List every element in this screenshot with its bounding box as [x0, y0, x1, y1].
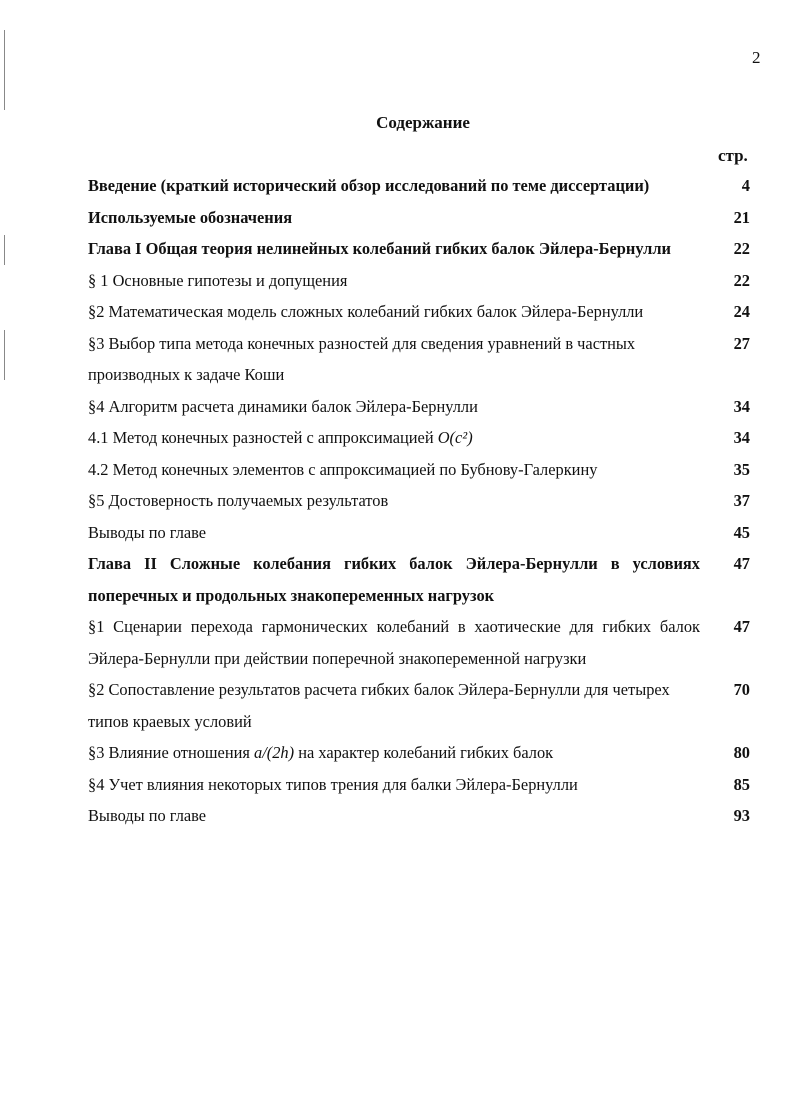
- toc-entry[interactable]: [88, 548, 750, 611]
- toc-entry[interactable]: [88, 674, 750, 737]
- toc-entry-title: §5 Достоверность получаемых результатов: [88, 491, 389, 510]
- toc-entry-page: 22: [733, 270, 750, 290]
- toc-entry[interactable]: [88, 517, 750, 549]
- toc-entry-text: §3 Влияние отношения: [88, 743, 250, 762]
- toc-entry-page: 80: [733, 743, 750, 762]
- page-column-header: стр.: [718, 146, 748, 165]
- formula: a/(2h): [254, 743, 295, 762]
- scan-edge-mark: [4, 235, 5, 265]
- toc-entry-page: 37: [733, 491, 750, 510]
- toc-entry[interactable]: [88, 769, 750, 801]
- toc-entry-page: 24: [733, 302, 750, 321]
- page-number: 2: [752, 48, 761, 67]
- toc-entry-title: §2 Сопоставление результатов расчета гибких балок Эйлера-Бернулли для четырех типов краевых условий: [88, 680, 670, 731]
- toc-entry[interactable]: [88, 202, 750, 234]
- toc-entry-page: 21: [733, 207, 750, 227]
- toc-entry[interactable]: [88, 454, 750, 486]
- toc-entry[interactable]: [88, 485, 750, 517]
- toc-entry-text: на характер колебаний гибких балок: [298, 743, 554, 762]
- toc-entry[interactable]: [88, 328, 750, 391]
- toc-entry-title: Введение (краткий исторический обзор исследований по теме диссертации): [88, 176, 650, 195]
- toc-entry-page: 47: [733, 554, 750, 573]
- toc-entry-page: 35: [733, 459, 750, 479]
- toc-entry-page: 22: [733, 239, 750, 258]
- toc-entry-title: 4.2 Метод конечных элементов с аппроксимацией по Бубнову-Галеркину: [88, 459, 598, 479]
- toc-entry[interactable]: [88, 265, 750, 297]
- toc-entry-text: 4.1 Метод конечных разностей с аппроксимацией: [88, 428, 434, 447]
- toc-entry-page: 93: [733, 806, 750, 825]
- toc-entry-title: Глава I Общая теория нелинейных колебаний гибких балок Эйлера-Бернулли: [88, 239, 671, 258]
- toc-entry-title: [88, 737, 700, 769]
- toc-entry[interactable]: [88, 422, 750, 454]
- toc-entry[interactable]: [88, 233, 750, 265]
- toc-entry-title: §4 Алгоритм расчета динамики балок Эйлера-Бернулли: [88, 396, 478, 416]
- toc-entry[interactable]: [88, 170, 750, 202]
- table-of-contents: [88, 170, 750, 832]
- toc-entry-page: 70: [733, 680, 750, 699]
- formula: O(c²): [437, 428, 473, 447]
- toc-entry-page: 4: [741, 176, 750, 195]
- toc-entry-title: § 1 Основные гипотезы и допущения: [88, 270, 348, 290]
- toc-entry-page: 34: [733, 428, 750, 447]
- toc-entry-page: 27: [733, 333, 750, 353]
- toc-entry[interactable]: [88, 296, 750, 328]
- toc-entry[interactable]: [88, 737, 750, 769]
- toc-entry-page: 34: [733, 396, 750, 416]
- toc-entry-page: 45: [733, 522, 750, 542]
- toc-entry[interactable]: [88, 800, 750, 832]
- toc-entry-title: §1 Сценарии перехода гармонических колебаний в хаотические для гибких балок Эйлера-Бернулли при действии поперечной знакопеременной нагрузки: [88, 617, 700, 668]
- scan-edge-mark: [4, 30, 5, 110]
- toc-entry-page: 85: [733, 774, 750, 794]
- toc-entry-title: Выводы по главе: [88, 806, 207, 825]
- toc-entry-title: §4 Учет влияния некоторых типов трения для балки Эйлера-Бернулли: [88, 774, 578, 794]
- page-title: Содержание: [376, 113, 470, 132]
- toc-entry-title: Глава II Сложные колебания гибких балок Эйлера-Бернулли в условиях поперечных и продольных знакопеременных нагрузок: [88, 554, 700, 605]
- toc-entry-title: [88, 422, 700, 454]
- toc-entry-title: §2 Математическая модель сложных колебаний гибких балок Эйлера-Бернулли: [88, 302, 644, 321]
- toc-entry-title: Используемые обозначения: [88, 207, 293, 227]
- scan-edge-mark: [4, 330, 5, 380]
- toc-entry[interactable]: [88, 611, 750, 674]
- toc-entry-title: Выводы по главе: [88, 522, 207, 542]
- toc-entry-page: 47: [733, 617, 750, 636]
- toc-entry-title: §3 Выбор типа метода конечных разностей для сведения уравнений в частных производных к задаче Коши: [88, 333, 636, 384]
- toc-entry[interactable]: [88, 391, 750, 423]
